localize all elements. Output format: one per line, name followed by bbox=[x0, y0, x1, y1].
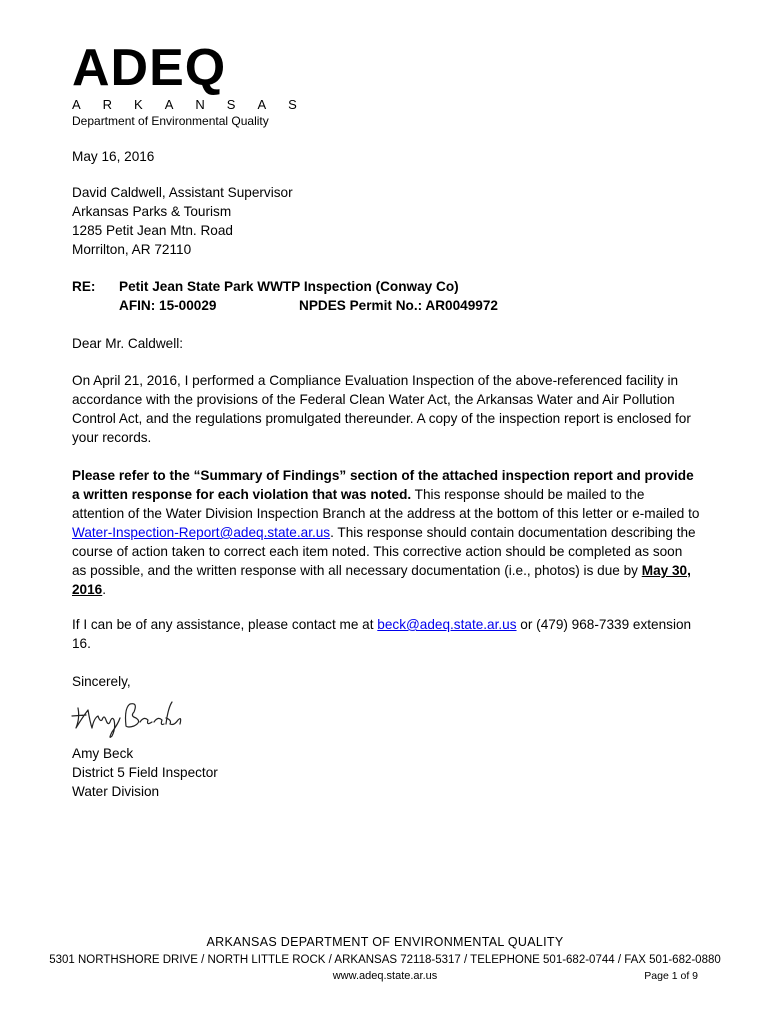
footer-organization: ARKANSAS DEPARTMENT OF ENVIRONMENTAL QUALITY bbox=[206, 935, 564, 949]
recipient-line: Arkansas Parks & Tourism bbox=[72, 204, 232, 219]
paragraph-text: . bbox=[102, 582, 107, 597]
inspection-report-email-link[interactable]: Water-Inspection-Report@adeq.state.ar.us bbox=[72, 525, 331, 540]
logo-department: Department of Environmental Quality bbox=[72, 114, 269, 128]
paragraph-text: or (479) 968-7339 extension 16. bbox=[72, 617, 692, 651]
signature-image bbox=[68, 696, 188, 740]
adeq-logo: ADEQ bbox=[72, 39, 227, 97]
closing: Sincerely, bbox=[72, 674, 131, 689]
paragraph-response-request bbox=[72, 466, 700, 599]
recipient-line: Morrilton, AR 72110 bbox=[72, 242, 192, 257]
paragraph-text: . This response should contain documentation describing the course of action taken to correct each item noted. This corrective action should be completed as soon as possible, and the written response with all necessary documentation (i.e., photos) is due by bbox=[72, 525, 696, 578]
recipient-line: 1285 Petit Jean Mtn. Road bbox=[72, 223, 233, 238]
paragraph-text: This response should be mailed to the attention of the Water Division Inspection Branch at the address at the bottom of this letter or e-mailed to bbox=[72, 487, 700, 521]
re-npdes-permit: NPDES Permit No.: AR0049972 bbox=[299, 298, 498, 313]
letter-date: May 16, 2016 bbox=[72, 149, 155, 164]
re-subject: Petit Jean State Park WWTP Inspection (Conway Co) bbox=[119, 279, 459, 294]
signer-name: Amy Beck bbox=[72, 746, 134, 761]
footer-website: www.adeq.state.ar.us bbox=[332, 970, 438, 982]
footer-address: 5301 NORTHSHORE DRIVE / NORTH LITTLE ROCK / ARKANSAS 72118-5317 / TELEPHONE 501-682-0744 / FAX 501-682-0880 bbox=[49, 954, 721, 966]
due-date: May 30, 2016 bbox=[72, 563, 691, 597]
salutation: Dear Mr. Caldwell: bbox=[72, 336, 184, 351]
paragraph-inspection: On April 21, 2016, I performed a Compliance Evaluation Inspection of the above-referenced facility in accordance with the provisions of the Federal Clean Water Act, the Arkansas Water and Air Pollution Control Act, and the regulations promulgated thereunder. A copy of the inspection report is enclosed for your records. bbox=[72, 373, 691, 445]
signer-title: District 5 Field Inspector bbox=[72, 765, 218, 780]
inspector-email-link[interactable]: beck@adeq.state.ar.us bbox=[377, 617, 517, 632]
signer-block bbox=[72, 744, 218, 801]
bold-instruction: Please refer to the “Summary of Findings” section of the attached inspection report and provide a written response for each violation that was noted. bbox=[72, 468, 694, 502]
recipient-address bbox=[72, 183, 293, 259]
handwritten-signature bbox=[68, 696, 188, 745]
recipient-line: David Caldwell, Assistant Supervisor bbox=[72, 185, 293, 200]
re-afin: AFIN: 15-00029 bbox=[119, 298, 217, 313]
paragraph-contact bbox=[72, 615, 700, 653]
paragraph-text: If I can be of any assistance, please contact me at bbox=[72, 617, 378, 632]
signer-division: Water Division bbox=[72, 784, 160, 799]
logo-state-name: ARKANSAS bbox=[72, 97, 319, 112]
re-label: RE: bbox=[72, 279, 96, 294]
page-number: Page 1 of 9 bbox=[644, 970, 698, 982]
